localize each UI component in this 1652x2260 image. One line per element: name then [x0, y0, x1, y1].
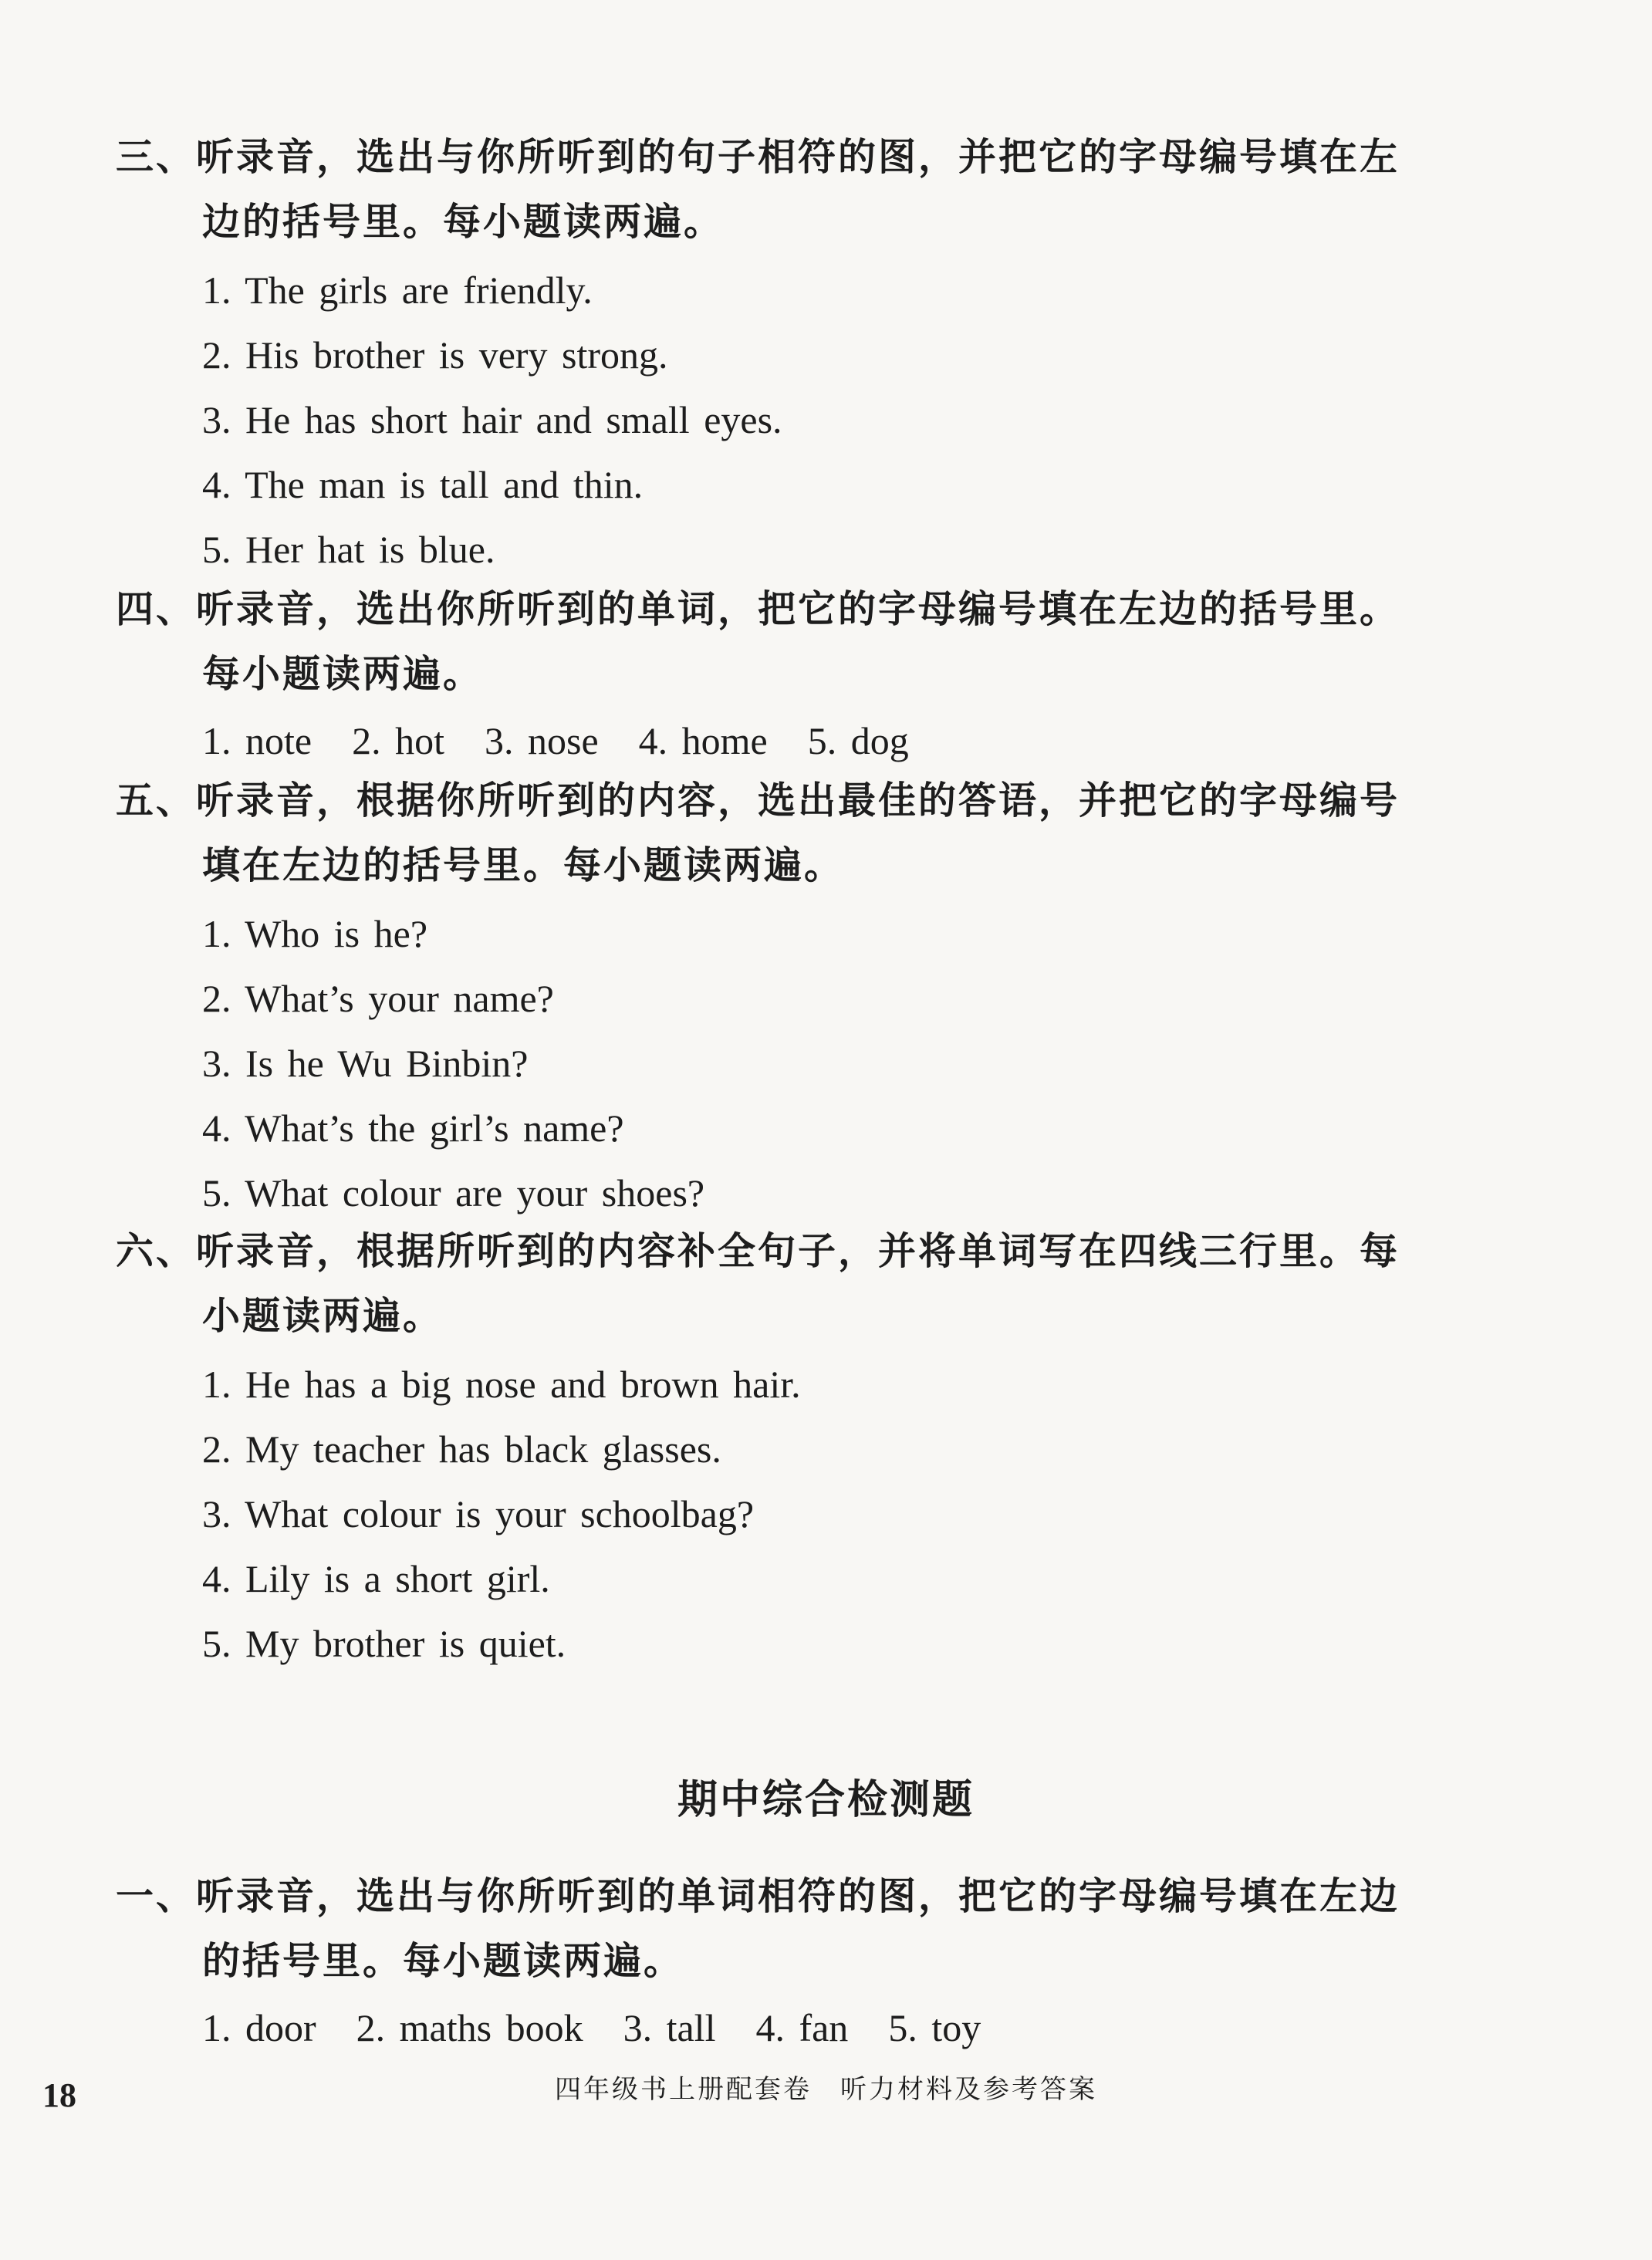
- section-4-title-cont: 每小题读两遍。: [202, 652, 484, 696]
- section-5-item: 2. What’s your name?: [202, 977, 554, 1020]
- section-6-item: 5. My brother is quiet.: [202, 1622, 566, 1665]
- section-6-item: 3. What colour is your schoolbag?: [202, 1492, 755, 1535]
- section-5-title: 五、听录音，根据你所听到的内容，选出最佳的答语，并把它的字母编号: [116, 779, 1400, 823]
- section-4-item: 4. home: [638, 719, 768, 762]
- section-4-item: 3. nose: [485, 719, 599, 762]
- section-3-title-cont: 边的括号里。每小题读两遍。: [202, 200, 725, 244]
- section-6-title: 六、听录音，根据所听到的内容补全句子，并将单词写在四线三行里。每: [116, 1229, 1400, 1273]
- section-6-item: 4. Lily is a short girl.: [202, 1557, 550, 1600]
- section-5-item: 4. What’s the girl’s name?: [202, 1106, 624, 1150]
- section-5-item: 1. Who is he?: [202, 912, 428, 955]
- page-footer: 四年级书上册配套卷 听力材料及参考答案: [555, 2074, 1097, 2105]
- section-3-item: 3. He has short hair and small eyes.: [202, 398, 782, 441]
- midterm-section-1-title: 一、听录音，选出与你所听到的单词相符的图，把它的字母编号填在左边: [116, 1874, 1400, 1918]
- section-6-title-cont: 小题读两遍。: [202, 1294, 444, 1338]
- midterm-section-1-item: 3. tall: [623, 2006, 716, 2049]
- section-3-item: 5. Her hat is blue.: [202, 528, 495, 571]
- section-4-title: 四、听录音，选出你所听到的单词，把它的字母编号填在左边的括号里。: [116, 587, 1400, 631]
- section-5-title-cont: 填在左边的括号里。每小题读两遍。: [202, 843, 845, 887]
- midterm-section-1-item: 4. fan: [755, 2006, 849, 2049]
- section-6-item: 2. My teacher has black glasses.: [202, 1427, 721, 1471]
- midterm-section-1-title-cont: 的括号里。每小题读两遍。: [202, 1939, 684, 1983]
- midterm-section-1-item: 5. toy: [888, 2006, 981, 2049]
- section-5-item: 3. Is he Wu Binbin?: [202, 1042, 529, 1085]
- midterm-section-1-item: 1. door: [202, 2006, 316, 2049]
- section-3-item: 4. The man is tall and thin.: [202, 463, 644, 506]
- section-3-item: 2. His brother is very strong.: [202, 333, 668, 377]
- section-4-word-list: [202, 708, 949, 773]
- section-4-item: 1. note: [202, 719, 312, 762]
- section-4-item: 2. hot: [352, 719, 444, 762]
- midterm-section-1-word-list: [202, 1995, 1021, 2060]
- page-number: 18: [42, 2076, 76, 2114]
- section-5-item: 5. What colour are your shoes?: [202, 1171, 705, 1214]
- section-3-title: 三、听录音，选出与你所听到的句子相符的图，并把它的字母编号填在左: [116, 135, 1400, 179]
- section-3-item: 1. The girls are friendly.: [202, 269, 593, 312]
- midterm-title: 期中综合检测题: [677, 1776, 975, 1823]
- section-4-item: 5. dog: [807, 719, 909, 762]
- midterm-section-1-item: 2. maths book: [356, 2006, 583, 2049]
- section-6-item: 1. He has a big nose and brown hair.: [202, 1363, 801, 1406]
